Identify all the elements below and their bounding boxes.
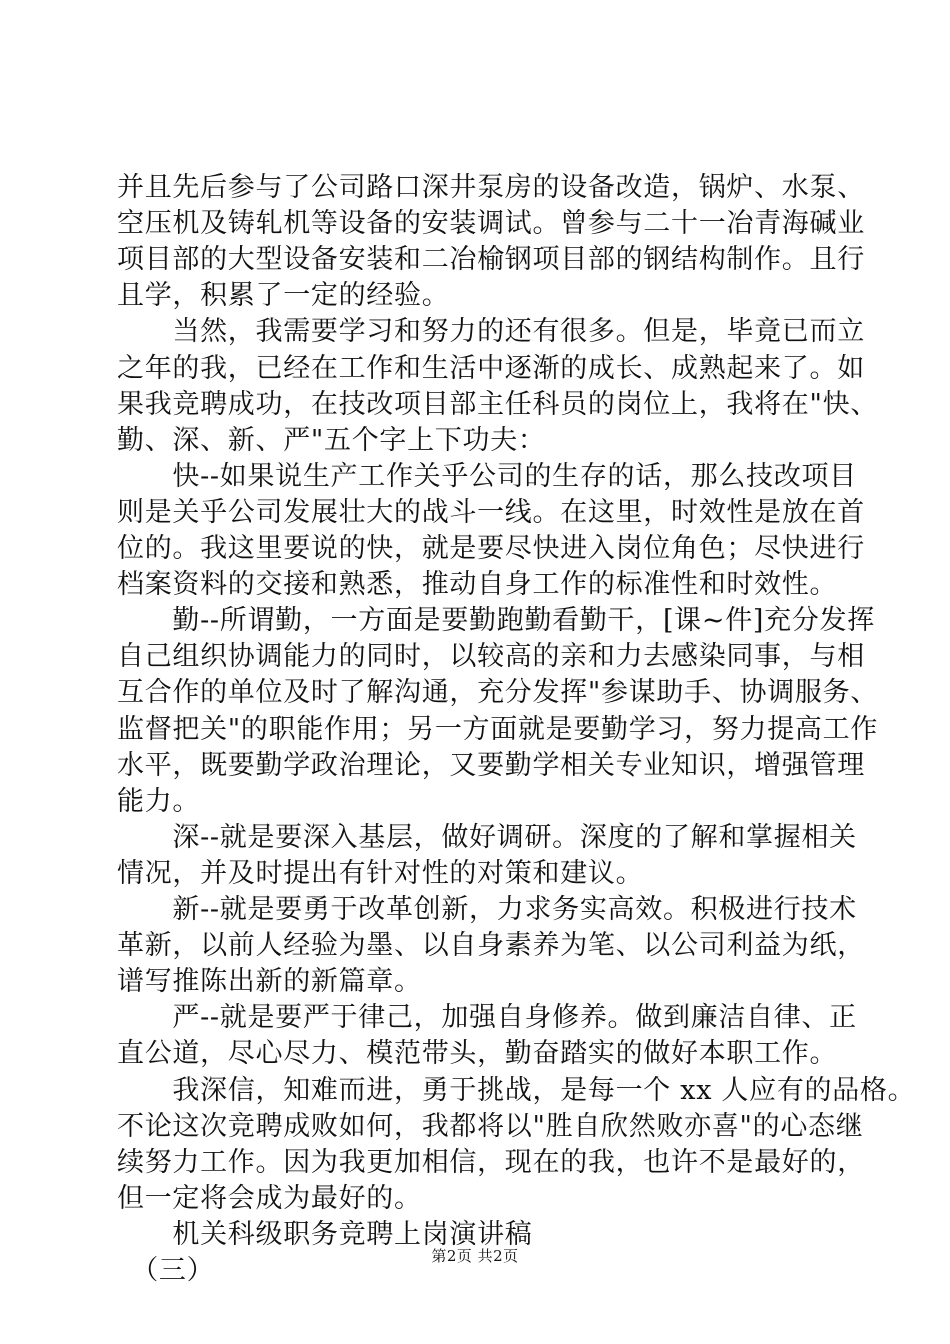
text-line: 当然，我需要学习和努力的还有很多。但是，毕竟已而立 xyxy=(117,316,865,348)
text-line: 勤、深、新、严"五个字上下功夫： xyxy=(117,424,546,456)
text-line: 新--就是要勇于改革创新，力求务实高效。积极进行技术 xyxy=(117,894,857,925)
text-line: 严--就是要严于律己，加强自身修养。做到廉洁自律、正 xyxy=(117,1002,857,1034)
text-line: 勤--所谓勤，一方面是要勤跑勤看勤干，[课~件]充分发挥 xyxy=(117,605,875,637)
text-line: 不论这次竞聘成败如何，我都将以"胜自欣然败亦喜"的心态继 xyxy=(117,1110,864,1142)
text-line: 自己组织协调能力的同时，以较高的亲和力去感染同事，与相 xyxy=(117,641,865,673)
text-line: 水平，既要勤学政治理论，又要勤学相关专业知识，增强管理 xyxy=(117,749,865,781)
text-line: 则是关乎公司发展壮大的战斗一线。在这里，时效性是放在首 xyxy=(117,496,865,528)
text-line: 直公道，尽心尽力、模范带头，勤奋踏实的做好本职工作。 xyxy=(117,1038,838,1070)
text-line: 并且先后参与了公司路口深井泵房的设备改造，锅炉、水泵、 xyxy=(117,172,865,203)
text-line: 项目部的大型设备安装和二冶榆钢项目部的钢结构制作。且行 xyxy=(117,244,865,276)
text-line: 之年的我，已经在工作和生活中逐渐的成长、成熟起来了。如 xyxy=(117,352,865,384)
text-line: 深--就是要深入基层，做好调研。深度的了解和掌握相关 xyxy=(117,821,857,853)
text-line: 我深信，知难而进，勇于挑战，是每一个 xx 人应有的品格。 xyxy=(117,1074,916,1106)
text-line: 革新，以前人经验为墨、以自身素养为笔、以公司利益为纸， xyxy=(117,930,865,962)
text-line: 且学，积累了一定的经验。 xyxy=(117,280,450,312)
text-line: 能力。 xyxy=(117,785,201,817)
text-line: 快--如果说生产工作关乎公司的生存的话，那么技改项目 xyxy=(117,460,857,492)
text-line: 情况，并及时提出有针对性的对策和建议。 xyxy=(117,857,644,889)
text-line: （三） xyxy=(117,1255,215,1286)
text-line: 档案资料的交接和熟悉，推动自身工作的标准性和时效性。 xyxy=(117,569,838,601)
text-line: 位的。我这里要说的快，就是要尽快进入岗位角色；尽快进行 xyxy=(117,533,865,564)
text-line: 但一定将会成为最好的。 xyxy=(117,1182,422,1214)
text-line: 监督把关"的职能作用；另一方面就是要勤学习，努力提高工作 xyxy=(117,713,879,745)
text-line: 果我竞聘成功，在技改项目部主任科员的岗位上，我将在"快、 xyxy=(117,388,879,420)
text-line: 空压机及铸轧机等设备的安装调试。曾参与二十一冶青海碱业 xyxy=(117,208,865,240)
text-line: 互合作的单位及时了解沟通，充分发挥"参谋助手、协调服务、 xyxy=(117,677,879,709)
page-footer: 第2页 共2页 xyxy=(431,1247,519,1265)
text-line: 谱写推陈出新的新篇章。 xyxy=(117,966,422,998)
text-line: 续努力工作。因为我更加相信，现在的我，也许不是最好的， xyxy=(117,1146,865,1178)
text-line: 机关科级职务竞聘上岗演讲稿 xyxy=(117,1218,533,1250)
